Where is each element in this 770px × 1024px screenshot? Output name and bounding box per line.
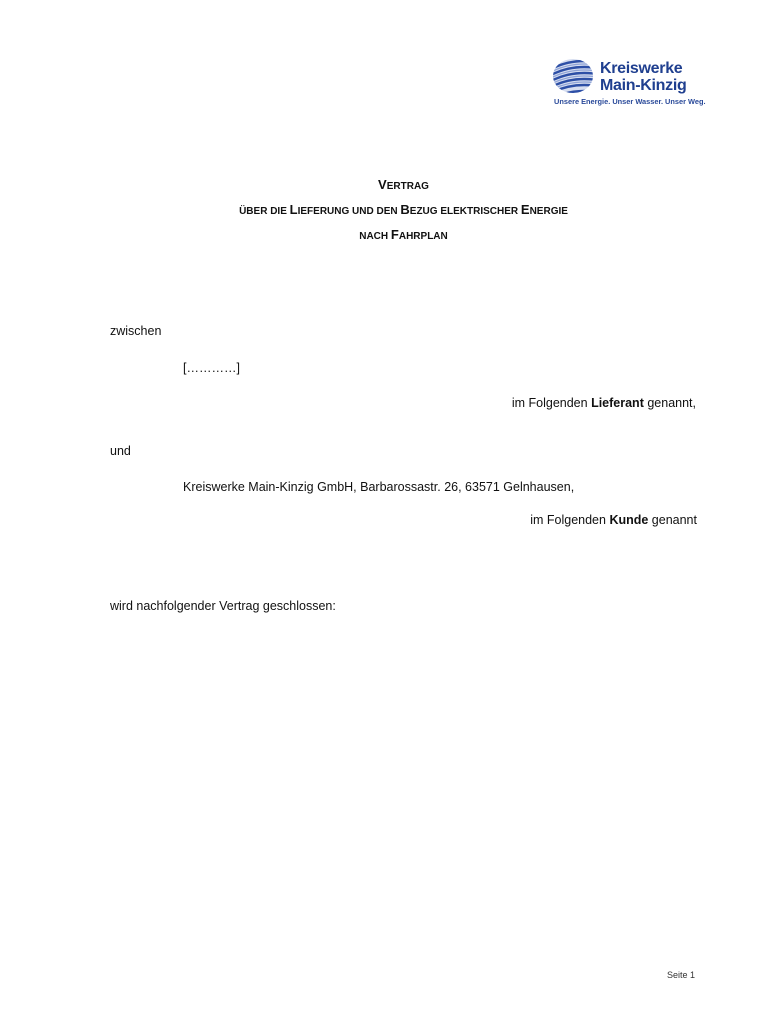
customer-role (530, 513, 697, 527)
supplier-role (512, 396, 696, 410)
subtitle-part-a: ÜBER DIE (239, 206, 290, 217)
closing-statement: wird nachfolgender Vertrag geschlossen: (110, 599, 336, 613)
subtitle-cap-b: B (400, 202, 410, 217)
document-title (0, 177, 770, 192)
customer-role-prefix: im Folgenden (530, 513, 610, 527)
title-cap: V (378, 177, 387, 192)
subtitle-cap-e: E (520, 202, 530, 217)
subtitle-cap-l: L (289, 202, 298, 217)
customer-address: Kreiswerke Main-Kinzig GmbH, Barbarossastr. 26, 63571 Gelnhausen, (183, 480, 575, 494)
logo-globe-icon (551, 56, 597, 96)
subtitle-part-c: EZUG ELEKTRISCHER (409, 206, 521, 217)
subtitle3-part-a: NACH (359, 231, 391, 242)
subtitle3-part-b: AHRPLAN (398, 231, 448, 242)
customer-role-bold: Kunde (609, 513, 649, 527)
document-subtitle-line3 (0, 227, 770, 242)
supplier-placeholder: […………] (183, 361, 240, 375)
title-rest: ERTRAG (386, 181, 429, 192)
logo-slogan: Unsere Energie. Unser Wasser. Unser Weg. (554, 97, 706, 106)
subtitle3-cap-f: F (390, 227, 399, 242)
between-label: zwischen (110, 324, 162, 338)
page-number: Seite 1 (666, 970, 695, 980)
supplier-role-bold: Lieferant (591, 396, 644, 410)
customer-role-suffix: genannt (648, 513, 697, 527)
document-subtitle (0, 202, 770, 217)
logo-text-line2: Main-Kinzig (600, 77, 687, 94)
supplier-role-prefix: im Folgenden (511, 396, 592, 410)
supplier-role-suffix: genannt, (643, 396, 696, 410)
subtitle-part-b: IEFERUNG UND DEN (297, 206, 401, 217)
company-logo (551, 52, 706, 112)
subtitle-part-d: NERGIE (529, 206, 568, 217)
and-label: und (110, 444, 131, 458)
logo-text-line1: Kreiswerke (600, 60, 683, 77)
